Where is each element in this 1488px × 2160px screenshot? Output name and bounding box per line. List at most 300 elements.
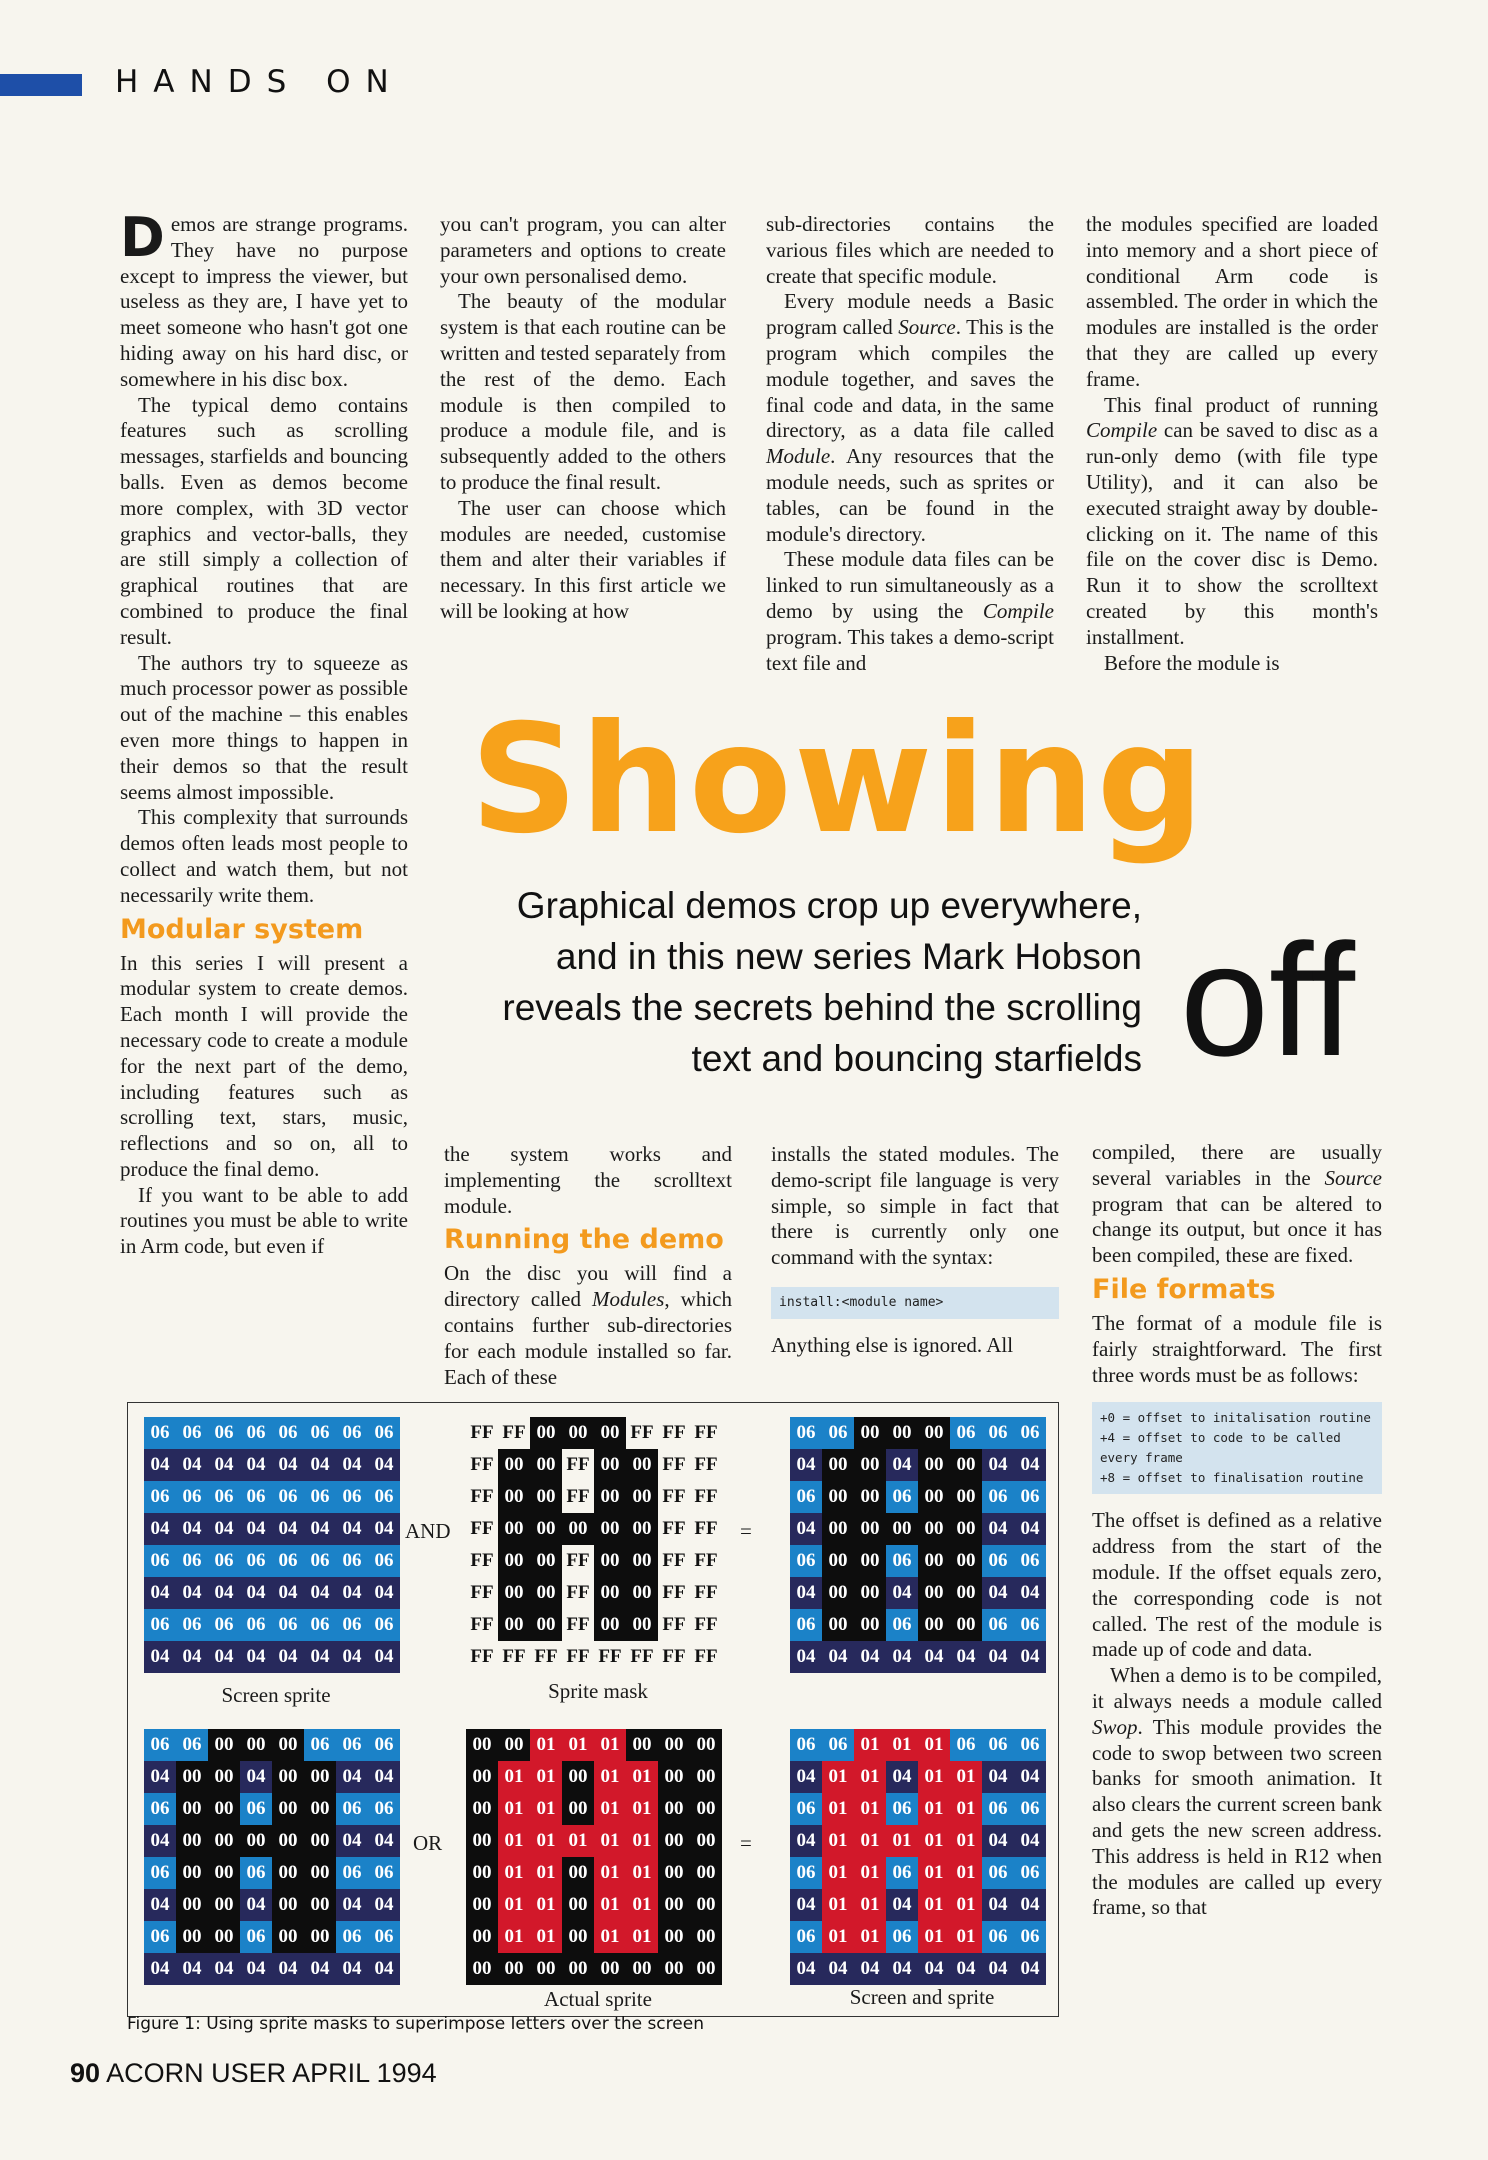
grid-cell: 04 xyxy=(144,1577,176,1609)
grid-cell: 01 xyxy=(854,1729,886,1761)
grid-cell: FF xyxy=(694,1518,718,1539)
subheading-modular-system: Modular system xyxy=(120,913,364,945)
grid-cell: 00 xyxy=(950,1545,982,1577)
grid-cell: 00 xyxy=(950,1481,982,1513)
grid-cell: 06 xyxy=(1014,1921,1046,1953)
grid-cell: FF xyxy=(662,1518,686,1539)
body-paragraph: compiled, there are usually several variables in the Source program that can be altered to change its output, but once it has been compiled, these are fixed. xyxy=(1092,1140,1382,1268)
grid-cell: 06 xyxy=(336,1857,368,1889)
grid-cell: 00 xyxy=(626,1609,658,1641)
grid-cell: 06 xyxy=(336,1729,368,1761)
grid-cell: 04 xyxy=(240,1889,272,1921)
grid-cell: 04 xyxy=(886,1577,918,1609)
grid-cell: 00 xyxy=(466,1825,498,1857)
grid-cell: 06 xyxy=(790,1793,822,1825)
grid-cell: 00 xyxy=(530,1953,562,1985)
grid-cell: 00 xyxy=(176,1889,208,1921)
grid-cell: 04 xyxy=(822,1641,854,1673)
grid-cell: 04 xyxy=(1014,1825,1046,1857)
grid-cell: 01 xyxy=(626,1793,658,1825)
grid-cell: 00 xyxy=(272,1729,304,1761)
grid-cell: FF xyxy=(566,1582,590,1603)
grid-cell: 06 xyxy=(368,1481,400,1513)
grid-cell: 00 xyxy=(658,1921,690,1953)
grid-cell: 01 xyxy=(822,1921,854,1953)
label-sprite-mask: Sprite mask xyxy=(548,1679,648,1703)
grid-cell: 00 xyxy=(658,1729,690,1761)
grid-cell: 00 xyxy=(272,1857,304,1889)
grid-cell: 04 xyxy=(368,1449,400,1481)
grid-cell: 04 xyxy=(144,1641,176,1673)
grid-cell: 04 xyxy=(304,1577,336,1609)
grid-cell: 04 xyxy=(240,1641,272,1673)
grid-cell: 00 xyxy=(822,1577,854,1609)
grid-cell: 06 xyxy=(144,1857,176,1889)
grid-cell: 00 xyxy=(208,1729,240,1761)
grid-cell: FF xyxy=(534,1646,558,1667)
grid-cell: 01 xyxy=(918,1793,950,1825)
code-snippet-install: install:<module name> xyxy=(771,1287,1059,1319)
grid-cell: 00 xyxy=(918,1609,950,1641)
grid-cell: 00 xyxy=(466,1761,498,1793)
grid-cell: 06 xyxy=(1014,1417,1046,1449)
body-paragraph: installs the stated modules. The demo-script file language is very simple, so simple in fact that there is currently only one command with the syntax: xyxy=(771,1142,1059,1270)
grid-cell: 06 xyxy=(144,1793,176,1825)
grid-cell: 06 xyxy=(950,1729,982,1761)
grid-cell: FF xyxy=(662,1646,686,1667)
grid-cell: 06 xyxy=(790,1729,822,1761)
grid-cell: 06 xyxy=(336,1545,368,1577)
grid-cell: 04 xyxy=(144,1825,176,1857)
grid-cell: 00 xyxy=(498,1953,530,1985)
section-header: HANDS ON xyxy=(115,64,404,100)
grid-cell: 00 xyxy=(626,1953,658,1985)
grid-cell: 06 xyxy=(886,1609,918,1641)
grid-cell: 04 xyxy=(240,1577,272,1609)
operator-and: AND xyxy=(405,1519,451,1543)
grid-cell: 04 xyxy=(982,1641,1014,1673)
grid-cell: 06 xyxy=(304,1481,336,1513)
label-screen-and-sprite: Screen and sprite xyxy=(849,1985,995,2009)
grid-cell: 01 xyxy=(498,1793,530,1825)
body-paragraph: the system works and implementing the scrolltext module. xyxy=(444,1142,732,1218)
grid-cell: 04 xyxy=(336,1641,368,1673)
grid-cell: 04 xyxy=(790,1513,822,1545)
grid-cell: 01 xyxy=(822,1761,854,1793)
grid-cell: 00 xyxy=(240,1825,272,1857)
grid-cell: 00 xyxy=(530,1513,562,1545)
grid-cell: 04 xyxy=(1014,1641,1046,1673)
grid-cell: 01 xyxy=(626,1889,658,1921)
grid-cell: 00 xyxy=(498,1481,530,1513)
grid-cell: FF xyxy=(502,1646,526,1667)
grid-cell: 00 xyxy=(466,1857,498,1889)
grid-cell: 04 xyxy=(368,1953,400,1985)
grid-cell: 01 xyxy=(530,1793,562,1825)
column-2-top xyxy=(440,212,726,625)
grid-actual-sprite xyxy=(466,1729,722,1985)
column-4-top xyxy=(1086,212,1378,676)
grid-cell: 01 xyxy=(918,1921,950,1953)
grid-cell: 04 xyxy=(336,1825,368,1857)
grid-cell: 04 xyxy=(1014,1953,1046,1985)
grid-cell: 04 xyxy=(208,1577,240,1609)
grid-cell: 00 xyxy=(658,1825,690,1857)
grid-masked-screen xyxy=(144,1729,400,1985)
grid-cell: 04 xyxy=(368,1889,400,1921)
grid-cell: 04 xyxy=(790,1577,822,1609)
grid-cell: 00 xyxy=(304,1857,336,1889)
grid-cell: 06 xyxy=(144,1545,176,1577)
grid-cell: 00 xyxy=(690,1729,722,1761)
grid-cell: 01 xyxy=(562,1729,594,1761)
code-snippet-offsets: +0 = offset to initalisation routine +4 = offset to code to be called every frame +8 = offset to finalisation routine xyxy=(1092,1402,1382,1494)
grid-cell: 00 xyxy=(918,1449,950,1481)
grid-cell: 01 xyxy=(886,1729,918,1761)
grid-cell: FF xyxy=(470,1646,494,1667)
grid-cell: 04 xyxy=(854,1641,886,1673)
grid-cell: FF xyxy=(630,1646,654,1667)
grid-cell: 01 xyxy=(854,1793,886,1825)
grid-cell: 04 xyxy=(144,1449,176,1481)
grid-cell: 00 xyxy=(530,1577,562,1609)
grid-cell: 00 xyxy=(594,1953,626,1985)
grid-cell: 06 xyxy=(1014,1729,1046,1761)
grid-cell: 04 xyxy=(790,1641,822,1673)
grid-cell: 00 xyxy=(626,1729,658,1761)
label-actual-sprite: Actual sprite xyxy=(544,1987,652,2011)
grid-cell: 06 xyxy=(240,1545,272,1577)
grid-cell: 00 xyxy=(562,1417,594,1449)
grid-cell: 06 xyxy=(240,1481,272,1513)
standfirst: Graphical demos crop up everywhere, and in this new series Mark Hobson reveals the secrets behind the scrolling text and bouncing starfields xyxy=(502,885,1142,1079)
grid-cell: 00 xyxy=(466,1729,498,1761)
grid-cell: 01 xyxy=(626,1857,658,1889)
grid-cell: 00 xyxy=(658,1857,690,1889)
grid-cell: 06 xyxy=(240,1921,272,1953)
grid-cell: 04 xyxy=(982,1449,1014,1481)
grid-cell: 04 xyxy=(144,1889,176,1921)
article-title-end: off xyxy=(1180,910,1355,1089)
grid-cell: 06 xyxy=(144,1921,176,1953)
grid-cell: 01 xyxy=(594,1857,626,1889)
grid-cell: 01 xyxy=(918,1761,950,1793)
grid-cell: 04 xyxy=(790,1449,822,1481)
grid-cell: 00 xyxy=(886,1513,918,1545)
grid-cell: 04 xyxy=(272,1953,304,1985)
body-paragraph: When a demo is to be compiled, it always needs a module called Swop. This module provides the code to swop between two screen banks for smooth animation. It also clears the current screen bank and gets the new screen address. This address is held in R12 when the modules are called up every frame, so that xyxy=(1092,1663,1382,1920)
grid-cell: 00 xyxy=(690,1921,722,1953)
grid-cell: 00 xyxy=(498,1609,530,1641)
grid-cell: 00 xyxy=(176,1825,208,1857)
grid-cell: 06 xyxy=(304,1609,336,1641)
grid-cell: 06 xyxy=(176,1609,208,1641)
grid-cell: FF xyxy=(662,1582,686,1603)
grid-cell: 04 xyxy=(176,1953,208,1985)
column-3-top xyxy=(766,212,1054,676)
grid-cell: FF xyxy=(470,1614,494,1635)
grid-cell: 06 xyxy=(982,1481,1014,1513)
figure-sprite-masks xyxy=(127,1402,1059,2017)
grid-cell: 00 xyxy=(690,1793,722,1825)
grid-cell: 06 xyxy=(176,1545,208,1577)
grid-cell: 00 xyxy=(304,1921,336,1953)
body-paragraph: If you want to be able to add routines you must be able to write in Arm code, but even if xyxy=(120,1182,408,1259)
grid-cell: 04 xyxy=(790,1761,822,1793)
grid-cell: 00 xyxy=(822,1513,854,1545)
grid-cell: 01 xyxy=(594,1729,626,1761)
body-paragraph: This complexity that surrounds demos often leads most people to collect and watch them, but not necessarily write them. xyxy=(120,805,408,907)
grid-cell: 06 xyxy=(886,1481,918,1513)
grid-cell: 00 xyxy=(208,1793,240,1825)
grid-cell: 00 xyxy=(272,1889,304,1921)
grid-cell: 00 xyxy=(690,1825,722,1857)
grid-cell: 00 xyxy=(854,1577,886,1609)
grid-cell: 00 xyxy=(950,1609,982,1641)
grid-cell: 04 xyxy=(240,1953,272,1985)
grid-cell: 00 xyxy=(176,1761,208,1793)
grid-cell: 06 xyxy=(368,1921,400,1953)
grid-cell: FF xyxy=(566,1454,590,1475)
grid-cell: 04 xyxy=(272,1449,304,1481)
grid-cell: 00 xyxy=(562,1513,594,1545)
grid-cell: FF xyxy=(502,1422,526,1443)
grid-cell: 01 xyxy=(918,1729,950,1761)
grid-cell: 06 xyxy=(336,1481,368,1513)
grid-cell: 06 xyxy=(886,1857,918,1889)
grid-cell: 04 xyxy=(790,1953,822,1985)
grid-cell: 06 xyxy=(1014,1793,1046,1825)
grid-cell: 00 xyxy=(950,1513,982,1545)
magazine-issue: ACORN USER APRIL 1994 xyxy=(106,2058,437,2088)
grid-cell: 01 xyxy=(950,1889,982,1921)
grid-cell: FF xyxy=(598,1646,622,1667)
grid-cell: 01 xyxy=(950,1921,982,1953)
grid-cell: FF xyxy=(662,1422,686,1443)
grid-cell: 06 xyxy=(208,1609,240,1641)
grid-cell: 04 xyxy=(336,1513,368,1545)
grid-cell: 06 xyxy=(272,1545,304,1577)
grid-cell: 06 xyxy=(304,1729,336,1761)
grid-cell: 04 xyxy=(368,1513,400,1545)
section-color-bar xyxy=(0,74,82,96)
grid-cell: 06 xyxy=(982,1609,1014,1641)
grid-cell: FF xyxy=(694,1646,718,1667)
grid-cell: 04 xyxy=(950,1641,982,1673)
grid-cell: 00 xyxy=(918,1417,950,1449)
figure-caption: Figure 1: Using sprite masks to superimpose letters over the screen xyxy=(127,2014,704,2034)
grid-cell: 04 xyxy=(886,1953,918,1985)
grid-cell: 01 xyxy=(594,1761,626,1793)
grid-cell: 00 xyxy=(562,1857,594,1889)
grid-cell: FF xyxy=(662,1614,686,1635)
grid-cell: 00 xyxy=(822,1481,854,1513)
grid-cell: FF xyxy=(694,1614,718,1635)
grid-cell: 06 xyxy=(240,1417,272,1449)
grid-cell: 06 xyxy=(822,1417,854,1449)
grid-cell: 00 xyxy=(690,1857,722,1889)
grid-cell: 00 xyxy=(690,1953,722,1985)
grid-sprite-mask xyxy=(466,1417,722,1673)
grid-cell: 01 xyxy=(626,1761,658,1793)
grid-cell: 04 xyxy=(208,1953,240,1985)
grid-cell: 00 xyxy=(466,1921,498,1953)
body-paragraph: In this series I will present a modular system to create demos. Each month I will provide the necessary code to create a module for the next part of the demo, including features such as scrolling text, stars, music, reflections and so on, all to produce the final demo. xyxy=(120,950,408,1181)
grid-cell: 01 xyxy=(594,1889,626,1921)
grid-cell: 00 xyxy=(562,1761,594,1793)
grid-cell: 00 xyxy=(950,1449,982,1481)
grid-cell: 06 xyxy=(982,1793,1014,1825)
grid-cell: 04 xyxy=(790,1825,822,1857)
grid-cell: 04 xyxy=(822,1953,854,1985)
grid-cell: 06 xyxy=(886,1921,918,1953)
grid-cell: 06 xyxy=(304,1545,336,1577)
grid-cell: FF xyxy=(694,1550,718,1571)
grid-cell: 04 xyxy=(886,1761,918,1793)
body-paragraph: This final product of running Compile can be saved to disc as a run-only demo (with file type Utility), and it can also be executed straight away by double-clicking on it. The name of this file on the cover disc is Demo. Run it to show the scrolltext created by this month's installment. xyxy=(1086,392,1378,649)
grid-and-result xyxy=(790,1417,1046,1673)
column-1 xyxy=(120,206,408,1260)
grid-cell: 06 xyxy=(208,1417,240,1449)
grid-cell: 04 xyxy=(176,1449,208,1481)
grid-cell: 01 xyxy=(886,1825,918,1857)
body-paragraph: The beauty of the modular system is that each routine can be written and tested separately from the rest of the demo. Each module is then compiled to produce a module file, and is subsequently added to the others to produce the final result. xyxy=(440,289,726,494)
grid-cell: 01 xyxy=(822,1857,854,1889)
grid-cell: 04 xyxy=(208,1641,240,1673)
grid-cell: 01 xyxy=(562,1825,594,1857)
grid-cell: 01 xyxy=(498,1921,530,1953)
grid-cell: FF xyxy=(694,1422,718,1443)
grid-cell: 00 xyxy=(594,1609,626,1641)
grid-cell: 04 xyxy=(368,1641,400,1673)
grid-cell: 06 xyxy=(272,1609,304,1641)
body-paragraph: Every module needs a Basic program called Source. This is the program which compiles the module together, and saves the final code and data, in the same directory, as a data file called Module. Any resources that the module needs, such as sprites or tables, can be found in the module's directory. xyxy=(766,289,1054,546)
grid-cell: 00 xyxy=(690,1761,722,1793)
column-3-bottom xyxy=(771,1142,1059,1359)
grid-cell: 01 xyxy=(854,1857,886,1889)
label-screen-sprite: Screen sprite xyxy=(221,1683,331,1707)
grid-cell: 00 xyxy=(562,1921,594,1953)
grid-cell: 06 xyxy=(982,1545,1014,1577)
grid-cell: 04 xyxy=(982,1761,1014,1793)
grid-cell: 04 xyxy=(304,1953,336,1985)
grid-cell: 00 xyxy=(562,1793,594,1825)
grid-cell: 04 xyxy=(1014,1449,1046,1481)
grid-cell: 00 xyxy=(530,1449,562,1481)
grid-cell: 04 xyxy=(208,1449,240,1481)
grid-cell: FF xyxy=(694,1454,718,1475)
grid-cell: 00 xyxy=(594,1545,626,1577)
column-4-bottom xyxy=(1092,1140,1382,1921)
body-paragraph: The authors try to squeeze as much processor power as possible out of the machine – this enables even more things to happen in their demos so that the result seems almost impossible. xyxy=(120,650,408,804)
grid-cell: 01 xyxy=(594,1793,626,1825)
grid-cell: 00 xyxy=(822,1449,854,1481)
grid-cell: 00 xyxy=(562,1889,594,1921)
grid-cell: 04 xyxy=(240,1761,272,1793)
grid-cell: 06 xyxy=(1014,1857,1046,1889)
operator-equals: = xyxy=(740,1519,752,1543)
grid-cell: 00 xyxy=(626,1513,658,1545)
grid-cell: 06 xyxy=(336,1921,368,1953)
grid-cell: 04 xyxy=(304,1449,336,1481)
grid-cell: 00 xyxy=(208,1825,240,1857)
grid-cell: 01 xyxy=(918,1825,950,1857)
grid-cell: 04 xyxy=(886,1449,918,1481)
grid-cell: 04 xyxy=(240,1513,272,1545)
grid-cell: 06 xyxy=(1014,1481,1046,1513)
body-paragraph: Anything else is ignored. All xyxy=(771,1332,1014,1357)
operator-or: OR xyxy=(413,1831,443,1855)
grid-cell: 00 xyxy=(658,1953,690,1985)
grid-cell: 00 xyxy=(466,1953,498,1985)
grid-cell: 01 xyxy=(498,1761,530,1793)
grid-cell: 01 xyxy=(530,1889,562,1921)
grid-cell: 04 xyxy=(304,1513,336,1545)
grid-cell: 00 xyxy=(854,1545,886,1577)
grid-cell: 00 xyxy=(498,1513,530,1545)
grid-cell: 04 xyxy=(272,1641,304,1673)
grid-cell: 00 xyxy=(272,1825,304,1857)
grid-cell: 00 xyxy=(854,1449,886,1481)
grid-cell: 00 xyxy=(918,1481,950,1513)
grid-cell: 00 xyxy=(854,1513,886,1545)
grid-cell: 01 xyxy=(822,1889,854,1921)
grid-cell: 00 xyxy=(918,1545,950,1577)
grid-cell: 00 xyxy=(176,1793,208,1825)
grid-cell: 00 xyxy=(466,1889,498,1921)
grid-cell: FF xyxy=(662,1454,686,1475)
grid-cell: 04 xyxy=(336,1761,368,1793)
column-2-bottom xyxy=(444,1142,732,1390)
grid-cell: 01 xyxy=(918,1889,950,1921)
grid-cell: 06 xyxy=(368,1793,400,1825)
grid-cell: 00 xyxy=(886,1417,918,1449)
grid-cell: 04 xyxy=(982,1513,1014,1545)
grid-cell: 00 xyxy=(530,1481,562,1513)
grid-cell: 04 xyxy=(208,1513,240,1545)
grid-cell: 06 xyxy=(176,1481,208,1513)
grid-cell: 06 xyxy=(272,1481,304,1513)
grid-cell: 00 xyxy=(272,1921,304,1953)
grid-cell: 00 xyxy=(304,1793,336,1825)
grid-cell: 00 xyxy=(562,1953,594,1985)
grid-cell: 00 xyxy=(594,1417,626,1449)
grid-cell: 00 xyxy=(658,1761,690,1793)
operator-equals: = xyxy=(740,1831,752,1855)
grid-cell: 00 xyxy=(594,1449,626,1481)
grid-cell: 00 xyxy=(658,1889,690,1921)
grid-cell: 06 xyxy=(368,1609,400,1641)
grid-cell: 04 xyxy=(272,1577,304,1609)
grid-cell: 01 xyxy=(626,1921,658,1953)
grid-cell: 04 xyxy=(1014,1513,1046,1545)
grid-cell: 04 xyxy=(144,1953,176,1985)
grid-cell: 00 xyxy=(498,1577,530,1609)
grid-cell: FF xyxy=(694,1486,718,1507)
grid-cell: 06 xyxy=(790,1609,822,1641)
grid-cell: 06 xyxy=(982,1857,1014,1889)
grid-cell: 00 xyxy=(658,1793,690,1825)
grid-cell: FF xyxy=(470,1582,494,1603)
grid-cell: 00 xyxy=(240,1729,272,1761)
grid-cell: 00 xyxy=(208,1761,240,1793)
grid-cell: 00 xyxy=(176,1857,208,1889)
grid-cell: FF xyxy=(694,1582,718,1603)
grid-cell: 04 xyxy=(368,1761,400,1793)
grid-cell: 04 xyxy=(982,1825,1014,1857)
grid-cell: FF xyxy=(630,1422,654,1443)
grid-cell: 04 xyxy=(982,1953,1014,1985)
